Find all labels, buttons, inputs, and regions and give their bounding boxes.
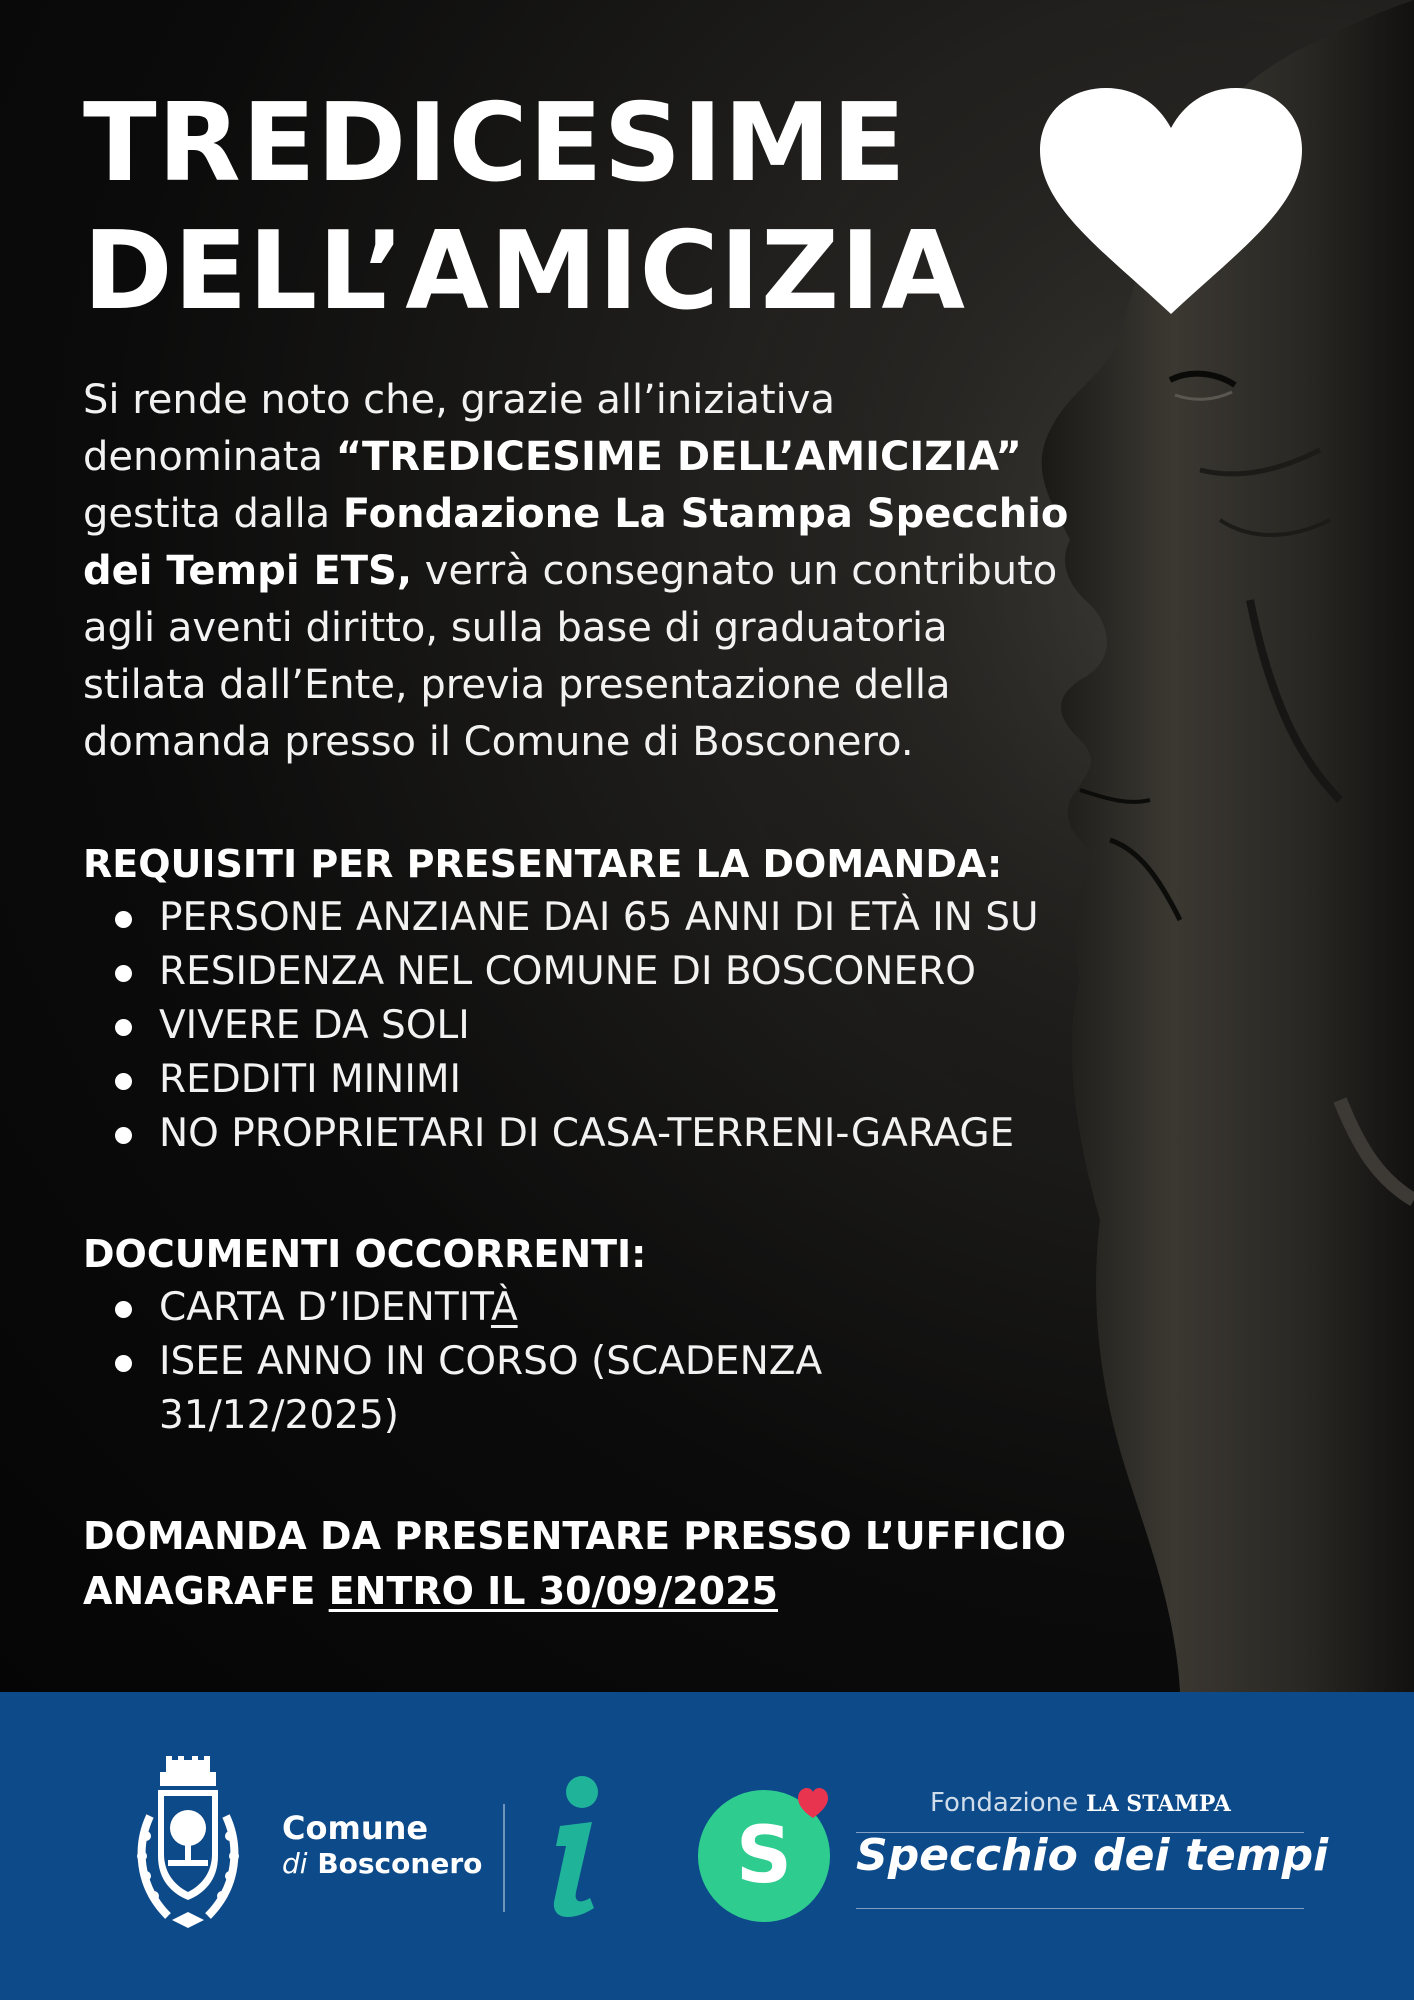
- bullet-icon: [115, 1355, 132, 1372]
- bullet-icon: [115, 1127, 132, 1144]
- list-item: [159, 1107, 1083, 1161]
- initiative-name: “TREDICESIME DELL’AMICIZIA”: [335, 434, 1022, 480]
- requirements-heading: REQUISITI PER PRESENTARE LA DOMANDA:: [83, 842, 1003, 886]
- bullet-icon: [115, 965, 132, 982]
- list-item: [159, 999, 1083, 1053]
- requirements-list: [83, 891, 1083, 1161]
- title-line-1: TREDICESIME: [83, 81, 907, 206]
- document-item-text: CARTA D’IDENTIT: [159, 1285, 491, 1330]
- badge-letter: S: [735, 1811, 793, 1901]
- bullet-icon: [115, 911, 132, 928]
- list-item: [159, 945, 1083, 999]
- footer-bar: [0, 1692, 1414, 2000]
- list-item: [159, 891, 1083, 945]
- comune-crest-icon: [128, 1756, 248, 1940]
- comune-di: di: [282, 1847, 308, 1880]
- deadline-notice: [83, 1509, 1083, 1619]
- deadline-text: DOMANDA DA PRESENTARE PRESSO L’UFFICIO ANAGRAFE: [83, 1514, 1067, 1613]
- document-item-underlined: À: [490, 1285, 518, 1330]
- list-item: [159, 1053, 1083, 1107]
- list-item: [159, 1335, 879, 1443]
- bullet-icon: [115, 1073, 132, 1090]
- list-item-text: NO PROPRIETARI DI CASA-TERRENI-GARAGE: [159, 1111, 1015, 1156]
- comune-name: Bosconero: [317, 1847, 483, 1880]
- specchio-dei-tempi-logo: Specchio dei tempi: [856, 1830, 1329, 1881]
- intro-paragraph: [83, 372, 1083, 771]
- deadline-date: ENTRO IL 30/09/2025: [328, 1569, 778, 1613]
- title-line-2: DELL’AMICIZIA: [83, 209, 967, 334]
- rule-bottom: [856, 1908, 1304, 1909]
- list-item-text: PERSONE ANZIANE DAI 65 ANNI DI ETÀ IN SU: [159, 895, 1039, 940]
- fondazione-text: Fondazione: [930, 1788, 1079, 1818]
- bullet-icon: [115, 1019, 132, 1036]
- info-icon: [540, 1774, 610, 1928]
- list-item-text: RESIDENZA NEL COMUNE DI BOSCONERO: [159, 949, 976, 994]
- comune-label: [282, 1810, 482, 1882]
- specchio-badge-icon: [694, 1778, 844, 1932]
- la-stampa-text: LA STAMPA: [1086, 1791, 1231, 1817]
- main-content: [83, 80, 1083, 1619]
- intro-text-2: gestita dalla: [83, 491, 343, 537]
- list-item-text: VIVERE DA SOLI: [159, 1003, 470, 1048]
- documents-list: [83, 1281, 1083, 1443]
- fondazione-label: [930, 1788, 1231, 1818]
- list-item: [159, 1281, 1083, 1335]
- list-item-text: REDDITI MINIMI: [159, 1057, 462, 1102]
- footer-divider: [503, 1804, 505, 1912]
- intro-text-3: verrà consegnato un contributo agli aventi diritto, sulla base di graduatoria stilata dall’Ente, previa presentazione della domanda presso il Comune di Bosconero.: [83, 548, 1058, 765]
- intro-text-1: Si rende noto che, grazie all’iniziativa denominata: [83, 377, 835, 480]
- comune-line-1: Comune: [282, 1809, 429, 1847]
- document-item-text: ISEE ANNO IN CORSO (SCADENZA 31/12/2025): [159, 1339, 823, 1438]
- foundation-name: Fondazione La Stampa Specchio dei Tempi ETS,: [83, 491, 1069, 594]
- documents-heading: DOCUMENTI OCCORRENTI:: [83, 1232, 647, 1276]
- comune-line-2: [282, 1846, 482, 1882]
- page-title: [83, 80, 1083, 336]
- bullet-icon: [115, 1301, 132, 1318]
